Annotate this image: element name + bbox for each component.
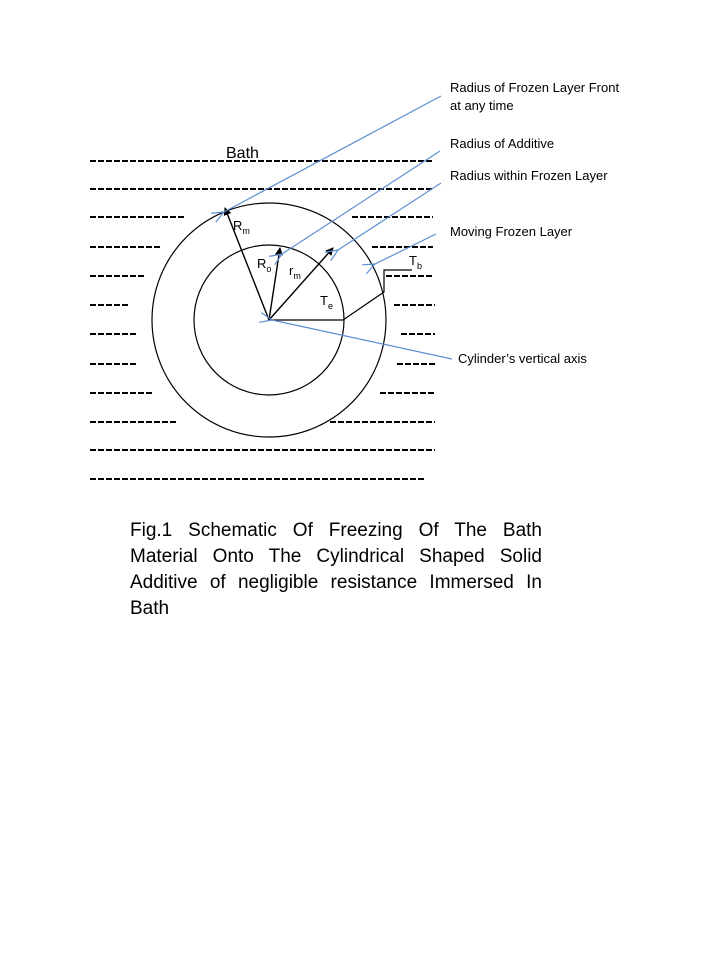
ro-label: $R_o$ (257, 256, 272, 274)
rm-label: $R_m$ (233, 218, 250, 236)
callout-line-axis (272, 320, 452, 359)
bath-dash-lines (90, 161, 435, 479)
callout-frozen-front-line2: at any time (450, 98, 514, 113)
r-m-label: $r_m$ (289, 263, 301, 281)
bath-label: Bath (226, 145, 259, 162)
callout-moving: Moving Frozen Layer (450, 224, 573, 239)
callout-within: Radius within Frozen Layer (450, 168, 608, 183)
callout-line-additive (282, 151, 440, 254)
figure-caption: Fig.1 Schematic Of Freezing Of The Bath Material Onto The Cylindrical Shaped Solid Additive of negligible resistance Immersed In Bath (130, 520, 542, 619)
callout-frozen-front-line1: Radius of Frozen Layer Front (450, 80, 620, 95)
callout-additive: Radius of Additive (450, 136, 555, 151)
tb-label: $T_b$ (409, 253, 422, 271)
callout-axis: Cylinder’s vertical axis (458, 351, 587, 366)
te-label: $T_e$ (320, 293, 333, 311)
callout-line-moving (375, 234, 436, 264)
